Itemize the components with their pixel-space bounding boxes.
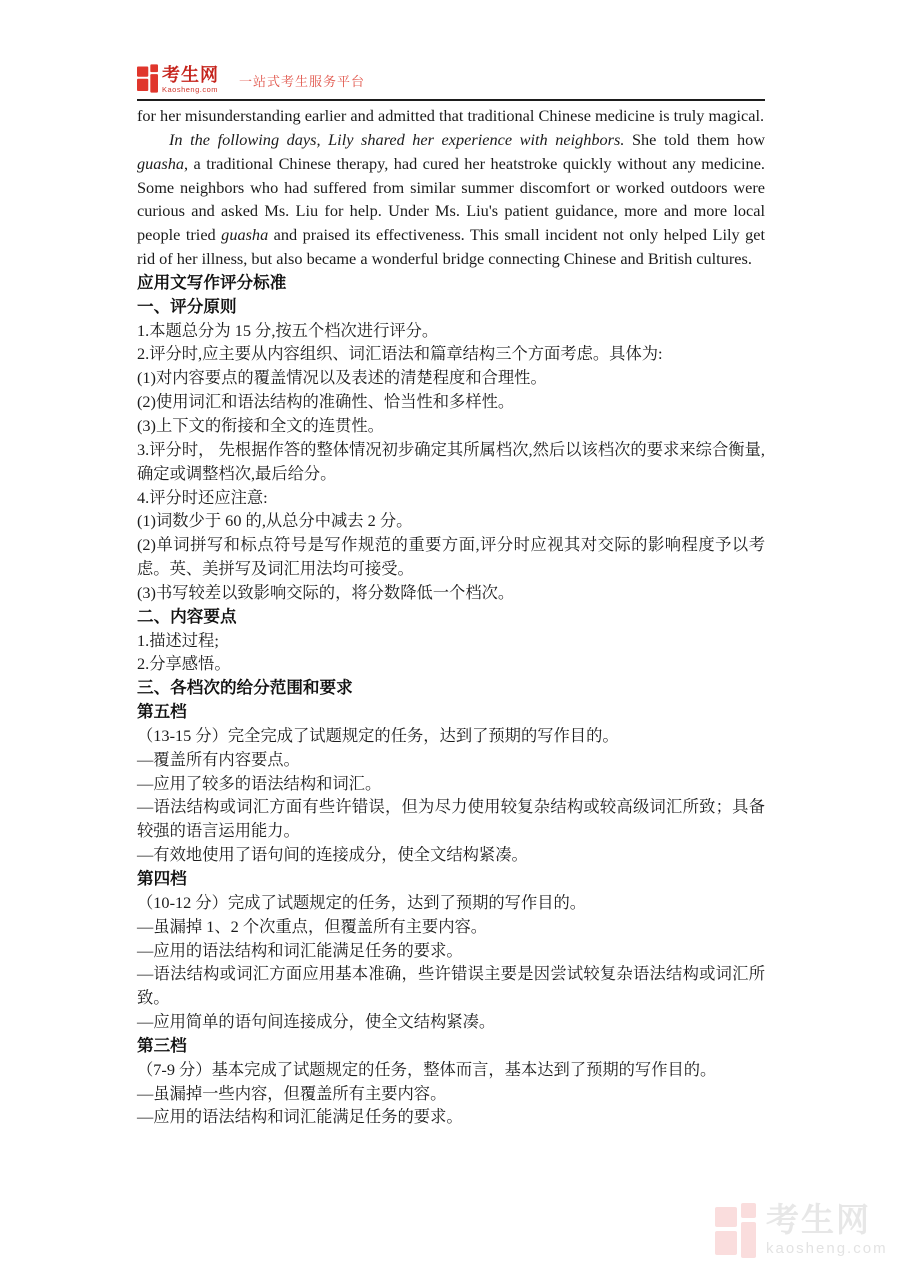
section-heading: 第五档 — [137, 702, 187, 722]
kaosheng-watermark-icon — [715, 1203, 756, 1258]
paragraph: —应用简单的语句间连接成分，使全文结构紧凑。 — [137, 1012, 496, 1032]
logo-domain: Kaosheng.com — [162, 84, 219, 94]
section-heading: 二、内容要点 — [137, 606, 237, 626]
site-header — [137, 62, 765, 109]
paragraph: —语法结构或词汇方面应用基本准确，些许错误主要是因尝试较复杂语法结构或词汇所致。 — [137, 964, 765, 1008]
paragraph: 1.描述过程; — [137, 630, 219, 650]
section-heading: 第三档 — [137, 1035, 187, 1055]
paragraph: (1)对内容要点的覆盖情况以及表述的清楚程度和合理性。 — [137, 368, 547, 388]
paragraph: —应用了较多的语法结构和词汇。 — [137, 773, 382, 793]
paragraph: (2)单词拼写和标点符号是写作规范的重要方面,评分时应视其对交际的影响程度予以考虑。英、美拼写及词汇用法均可接受。 — [137, 535, 765, 579]
kaosheng-logo — [137, 62, 765, 93]
paragraph: —虽漏掉一些内容，但覆盖所有主要内容。 — [137, 1083, 447, 1103]
paragraph: —语法结构或词汇方面有些许错误，但为尽力使用较复杂结构或较高级词汇所致；具备较强的语言运用能力。 — [137, 797, 765, 841]
kaosheng-logo-icon — [137, 64, 158, 93]
watermark-domain: kaosheng.com — [766, 1240, 888, 1257]
paragraph: —有效地使用了语句间的连接成分，使全文结构紧凑。 — [137, 845, 528, 865]
kaosheng-watermark — [715, 1203, 888, 1258]
paragraph: 4.评分时还应注意: — [137, 487, 268, 507]
section-heading: 一、评分原则 — [137, 296, 237, 316]
section-heading: 第四档 — [137, 869, 187, 888]
header-rule — [137, 99, 765, 101]
paragraph: 2.分享感悟。 — [137, 654, 231, 674]
paragraph: （7-9 分）基本完成了试题规定的任务，整体而言，基本达到了预期的写作目的。 — [137, 1059, 717, 1079]
paragraph: —应用的语法结构和词汇能满足任务的要求。 — [137, 940, 463, 960]
section-heading: 三、各档次的给分范围和要求 — [137, 678, 353, 698]
paragraph: In the following days, Lily shared her experience with neighbors. She told them how guasha, a traditional Chinese therapy, had cured her heatstroke quickly without any medicine. Some neighbors who had suffered from similar summer discomfort or worked outdoors were curious and asked Ms. Liu for help. Under Ms. Liu's patient guidance, more and more local people tried guasha and praised its effectiveness. This small incident not only helped Lily get rid of her illness, but also became a wonderful bridge connecting Chinese and British cultures. — [137, 129, 766, 269]
watermark-wordmark — [766, 1203, 888, 1256]
paragraph: (3)书写较差以致影响交际的，将分数降低一个档次。 — [137, 582, 515, 602]
paragraph: (2)使用词汇和语法结构的准确性、恰当性和多样性。 — [137, 392, 515, 412]
paragraph: (3)上下文的衔接和全文的连贯性。 — [137, 415, 384, 435]
paragraph: —虽漏掉 1、2 个次重点，但覆盖所有主要内容。 — [137, 916, 488, 936]
document-body — [137, 104, 765, 1129]
paragraph: (1)词数少于 60 的,从总分中减去 2 分。 — [137, 511, 413, 531]
logo-tagline: 一站式考生服务平台 — [239, 74, 366, 89]
paragraph: 3.评分时， 先根据作答的整体情况初步确定其所属档次,然后以该档次的要求来综合衡量,确定或调整档次,最后给分。 — [137, 439, 765, 483]
logo-name: 考生网 — [162, 64, 219, 85]
section-heading: 应用文写作评分标准 — [137, 272, 287, 292]
paragraph: 1.本题总分为 15 分,按五个档次进行评分。 — [137, 320, 439, 340]
paragraph: for her misunderstanding earlier and admitted that traditional Chinese medicine is truly magical. — [137, 106, 765, 125]
logo-wordmark — [162, 66, 219, 94]
paragraph: —覆盖所有内容要点。 — [137, 749, 300, 769]
watermark-name: 考生网 — [766, 1201, 871, 1238]
paragraph: （13-15 分）完全完成了试题规定的任务，达到了预期的写作目的。 — [137, 725, 619, 745]
paragraph: —应用的语法结构和词汇能满足任务的要求。 — [137, 1107, 463, 1127]
paragraph: （10-12 分）完成了试题规定的任务，达到了预期的写作目的。 — [137, 892, 587, 912]
paragraph: 2.评分时,应主要从内容组织、词汇语法和篇章结构三个方面考虑。具体为: — [137, 344, 663, 364]
